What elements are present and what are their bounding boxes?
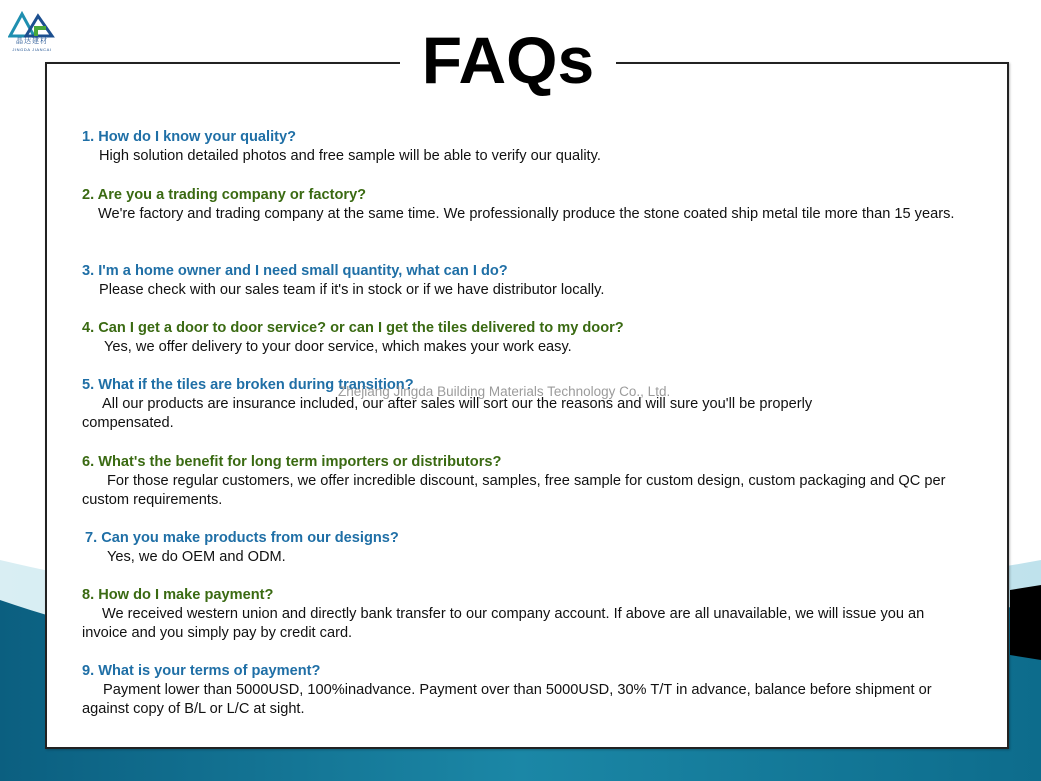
faq-question-5: 5. What if the tiles are broken during transition?	[82, 377, 414, 393]
logo-english-text: JINGDA JIANCAI	[12, 47, 52, 52]
faq-question-2: 2. Are you a trading company or factory?	[82, 187, 367, 203]
faq-answer-8: We received western union and directly bank transfer to our company account. If above are all unavailable, we will issue you an invoice and you simply pay by credit card.	[82, 606, 925, 641]
faq-question-3: 3. I'm a home owner and I need small quantity, what can I do?	[82, 263, 508, 279]
faq-answer-5: All our products are insurance included, our after sales will sort our the reasons and will sure you'll be properly compensated.	[82, 396, 813, 431]
faq-item-3	[82, 262, 972, 300]
faq-item-1	[82, 128, 972, 166]
faq-answer-4: Yes, we offer delivery to your door service, which makes your work easy.	[104, 339, 572, 355]
company-logo	[6, 10, 56, 52]
company-watermark: Zhejiang Jingda Building Materials Technology Co., Ltd.	[338, 384, 671, 399]
page-title: FAQs	[400, 20, 616, 100]
faq-item-9	[82, 662, 972, 719]
faq-answer-7: Yes, we do OEM and ODM.	[107, 549, 286, 565]
faq-question-8: 8. How do I make payment?	[82, 587, 274, 603]
faq-item-8	[82, 586, 972, 643]
faq-answer-2: We're factory and trading company at the same time. We professionally produce the stone coated ship metal tile more than 15 years.	[98, 206, 955, 222]
faq-question-7: 7. Can you make products from our designs?	[85, 530, 399, 546]
faq-question-4: 4. Can I get a door to door service? or can I get the tiles delivered to my door?	[82, 320, 624, 336]
faq-answer-3: Please check with our sales team if it's in stock or if we have distributor locally.	[99, 282, 605, 298]
faq-question-6: 6. What's the benefit for long term importers or distributors?	[82, 454, 502, 470]
faq-question-9: 9. What is your terms of payment?	[82, 663, 321, 679]
logo-chinese-text: 晶达建材	[16, 38, 48, 45]
faq-answer-9: Payment lower than 5000USD, 100%inadvance. Payment over than 5000USD, 30% T/T in advance, balance before shipment or against copy of B/L or L/C at sight.	[82, 682, 932, 717]
faq-answer-6: For those regular customers, we offer incredible discount, samples, free sample for custom design, custom packaging and QC per custom requirements.	[82, 473, 946, 508]
faq-item-6	[82, 453, 972, 510]
faq-item-4	[82, 319, 972, 357]
logo-mark-icon	[8, 10, 56, 38]
faq-question-1: 1. How do I know your quality?	[82, 129, 297, 145]
faq-item-7	[85, 529, 975, 567]
faq-item-2	[82, 186, 972, 224]
faq-answer-1: High solution detailed photos and free sample will be able to verify our quality.	[99, 148, 601, 164]
